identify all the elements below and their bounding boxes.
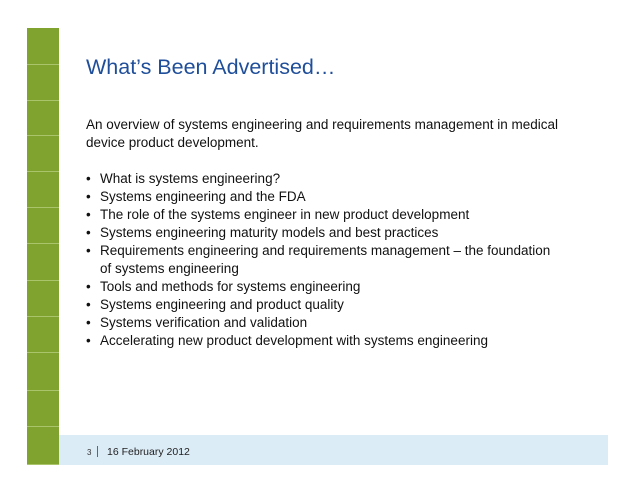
bullet-icon: • <box>86 243 91 258</box>
bullet-icon: • <box>86 279 91 294</box>
sidebar-block <box>27 391 59 427</box>
bullet-item <box>86 206 556 224</box>
sidebar-block <box>27 208 59 244</box>
bullet-icon: • <box>86 315 91 330</box>
sidebar-decoration <box>27 28 59 465</box>
sidebar-block <box>27 65 59 101</box>
bullet-item <box>86 296 556 314</box>
bullet-item <box>86 278 556 296</box>
sidebar-block <box>27 172 59 208</box>
bullet-text: Accelerating new product development with systems engineering <box>100 333 488 348</box>
bullet-item <box>86 242 556 278</box>
bullet-icon: • <box>86 225 91 240</box>
bullet-text: Requirements engineering and requirements management – the foundation of systems engineering <box>100 243 551 276</box>
bullet-item <box>86 188 556 206</box>
bullet-item <box>86 224 556 242</box>
slide-title: What’s Been Advertised… <box>86 55 336 79</box>
bullet-text: Tools and methods for systems engineering <box>100 279 361 294</box>
bullet-list <box>86 170 556 350</box>
sidebar-block <box>27 244 59 281</box>
sidebar-block <box>27 136 59 172</box>
footer-date: 16 February 2012 <box>107 446 190 458</box>
bullet-icon: • <box>86 297 91 312</box>
bullet-icon: • <box>86 207 91 222</box>
sidebar-block <box>27 281 59 317</box>
footer-divider <box>97 446 98 457</box>
bullet-icon: • <box>86 333 91 348</box>
sidebar-block <box>27 317 59 353</box>
bullet-item <box>86 170 556 188</box>
bullet-item <box>86 332 556 350</box>
bullet-text: Systems engineering and product quality <box>100 297 344 312</box>
bullet-text: Systems engineering and the FDA <box>100 189 306 204</box>
bullet-text: Systems verification and validation <box>100 315 308 330</box>
sidebar-block <box>27 353 59 391</box>
sidebar-block <box>27 28 59 65</box>
sidebar-block <box>27 427 59 465</box>
bullet-icon: • <box>86 189 91 204</box>
sidebar-block <box>27 101 59 136</box>
bullet-item <box>86 314 556 332</box>
bullet-text: The role of the systems engineer in new product development <box>100 207 470 222</box>
bullet-icon: • <box>86 171 91 186</box>
bullet-text: What is systems engineering? <box>100 171 281 186</box>
page-number: 3 <box>87 448 92 457</box>
intro-paragraph: An overview of systems engineering and requirements management in medical device product development. <box>86 117 558 150</box>
bullet-text: Systems engineering maturity models and best practices <box>100 225 439 240</box>
